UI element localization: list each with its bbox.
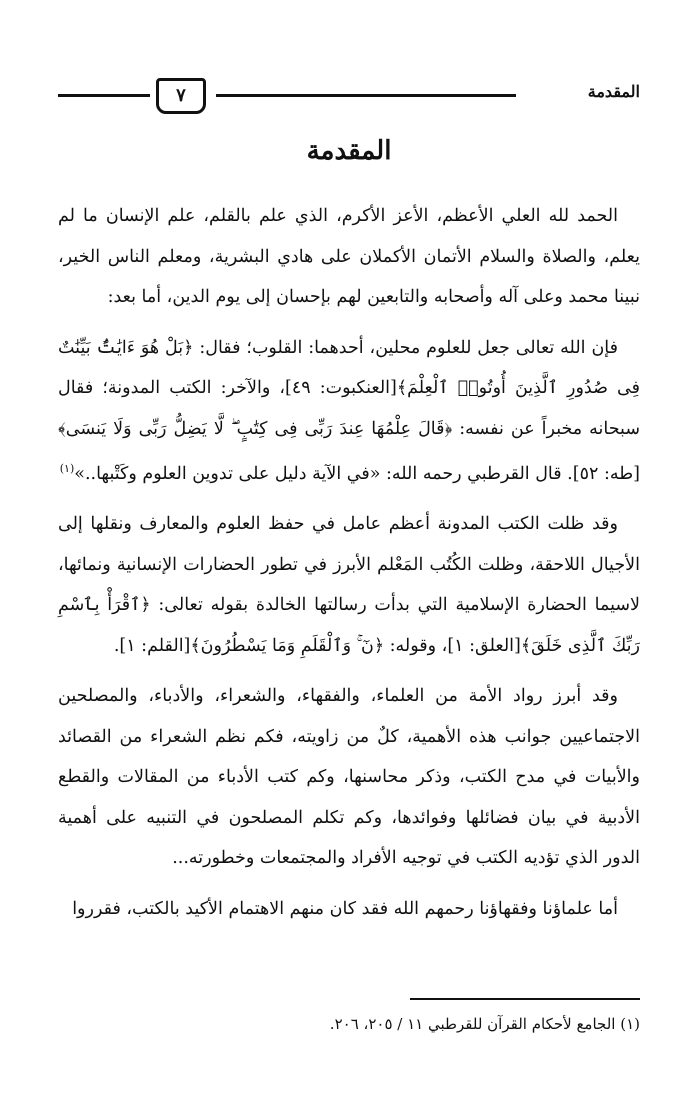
running-header-title: المقدمة bbox=[587, 82, 640, 101]
paragraph-4: وقد أبرز رواد الأمة من العلماء، والفقهاء، والشعراء، والأدباء، والمصلحين الاجتماعيين جوانب هذه الأهمية، كلٌ من زاويته، فكم نظم الشعراء من القصائد والأبيات في مدح الكتب، وذكر محاسنها، وكم كتب الأدباء من المقالات والقطع الأدبية في بيان فضائلها وفوائدها، وكم تكلم المصلحون في التنبيه على أهمية الدور الذي تؤديه الكتب في توجيه الأفراد والمجتمعات وخطورته... bbox=[58, 686, 640, 869]
running-header bbox=[58, 78, 640, 118]
footnote-separator bbox=[410, 998, 640, 1000]
footnote-marker: (١) bbox=[59, 462, 75, 475]
paragraph-3: وقد ظلت الكتب المدونة أعظم عامل في حفظ العلوم والمعارف ونقلها إلى الأجيال اللاحقة، وظلت الكُتُب المَعْلم الأبرز في تطور الحضارات الإنسانية ونمائها، لاسيما الحضارة الإسلامية التي بدأت رسالتها الخالدة بقوله تعالى: ﴿ٱقْرَأْ بِٱسْمِ رَبِّكَ ٱلَّذِى خَلَقَ﴾[العلق: ١]، وقوله: ﴿نٓ ۚ وَٱلْقَلَمِ وَمَا يَسْطُرُونَ﴾[القلم: ١]. bbox=[58, 514, 640, 656]
header-rule-left bbox=[58, 94, 150, 97]
paragraph-2 bbox=[58, 328, 640, 495]
paragraph-1: الحمد لله العلي الأعظم، الأعز الأكرم، الذي علم بالقلم، علم الإنسان ما لم يعلم، والصلاة والسلام الأتمان الأكملان على هادي البشرية، ومعلم الناس الخير، نبينا محمد وعلى آله وأصحابه والتابعين لهم بإحسان إلى يوم الدين، أما بعد: bbox=[58, 206, 640, 307]
page-number: ٧ bbox=[156, 78, 206, 114]
body-text bbox=[58, 196, 640, 939]
chapter-title: المقدمة bbox=[306, 136, 392, 166]
header-rule-right bbox=[216, 94, 516, 97]
paragraph-2-text: فإن الله تعالى جعل للعلوم محلين، أحدهما: القلوب؛ فقال: ﴿بَلْ هُوَ ءَايَٰتٌۢ بَيِّنَٰتٌ فِى صُدُورِ ٱلَّذِينَ أُوتُوا۟ ٱلْعِلْمَ﴾[العنكبوت: ٤٩]، والآخر: الكتب المدونة؛ فقال سبحانه مخبراً عن نفسه: ﴿قَالَ عِلْمُهَا عِندَ رَبِّى فِى كِتَٰبٍ ۖ لَّا يَضِلُّ رَبِّى وَلَا يَنسَى﴾[طه: ٥٢]. قال القرطبي رحمه الله: «في الآية دليل على تدوين العلوم وكَتْبها..» bbox=[58, 337, 640, 484]
footnote: (١) الجامع لأحكام القرآن للقرطبي ١١ / ٢٠٥، ٢٠٦. bbox=[329, 1015, 640, 1033]
paragraph-5: أما علماؤنا وفقهاؤنا رحمهم الله فقد كان منهم الاهتمام الأكيد بالكتب، فقرروا bbox=[72, 898, 618, 919]
